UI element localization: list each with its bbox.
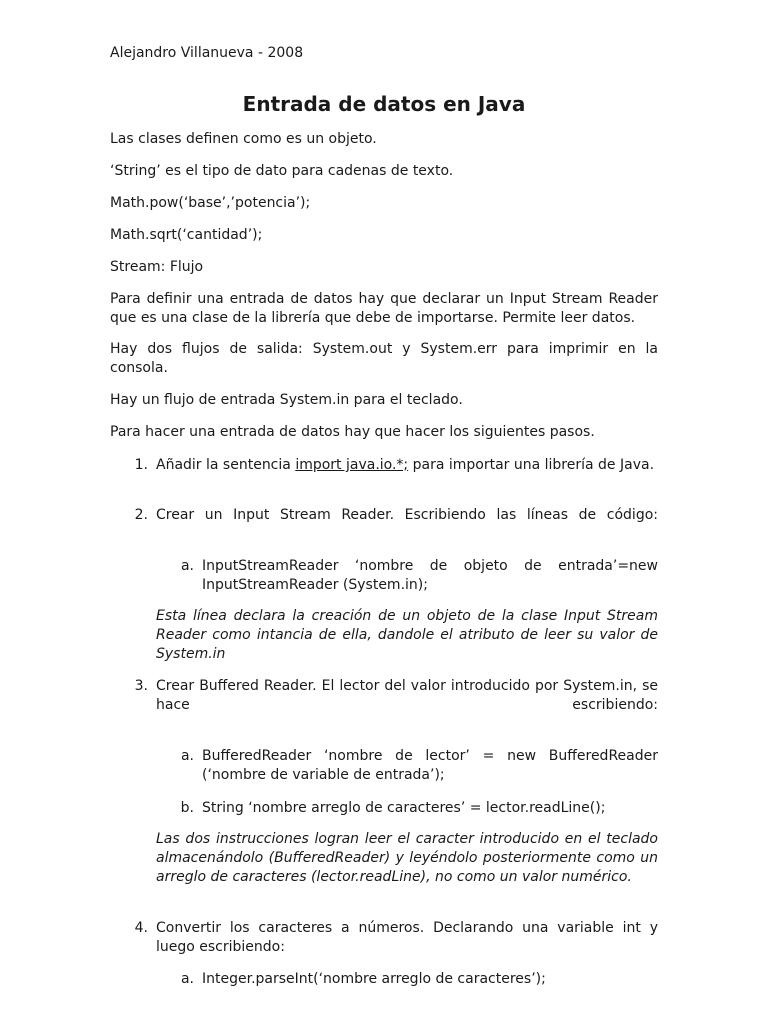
paragraph-4: Math.sqrt(‘cantidad’); <box>110 227 263 243</box>
step-1-number: 1. <box>134 457 148 473</box>
step-4-number: 4. <box>134 920 148 936</box>
paragraph-2: ‘String’ es el tipo de dato para cadenas de texto. <box>110 163 454 179</box>
step-1-text <box>156 456 658 475</box>
paragraph-8: Hay un flujo de entrada System.in para el teclado. <box>110 392 463 408</box>
step-4a-text: Integer.parseInt(‘nombre arreglo de caracteres’); <box>202 971 546 987</box>
paragraph-5: Stream: Flujo <box>110 259 204 275</box>
step-4-text: Convertir los caracteres a números. Declarando una variable int y luego escribiendo: <box>156 920 658 955</box>
step-2a-text: InputStreamReader ‘nombre de objeto de entrada’=new InputStreamReader (System.in); <box>202 558 658 593</box>
step-3a-number: a. <box>180 748 194 764</box>
step-1-text-after: para importar una librería de Java. <box>408 457 655 473</box>
step-2-text: Crear un Input Stream Reader. Escribiendo las líneas de código: <box>156 507 658 523</box>
paragraph-7: Hay dos flujos de salida: System.out y System.err para imprimir en la consola. <box>110 341 658 376</box>
step-2-number: 2. <box>134 507 148 523</box>
step-3b-number: b. <box>180 800 194 816</box>
step-3-text: Crear Buffered Reader. El lector del valor introducido por System.in, se hace escribiendo: <box>156 678 658 713</box>
paragraph-3: Math.pow(‘base’,’potencia’); <box>110 195 311 211</box>
paragraph-9: Para hacer una entrada de datos hay que hacer los siguientes pasos. <box>110 424 595 440</box>
step-2-note: Esta línea declara la creación de un objeto de la clase Input Stream Reader como intancia de ella, dandole el atributo de leer su valor de System.in <box>156 608 658 662</box>
document-title: Entrada de datos en Java <box>242 92 526 116</box>
step-4a-number: a. <box>180 971 194 987</box>
paragraph-1: Las clases definen como es un objeto. <box>110 131 377 147</box>
step-3-note: Las dos instrucciones logran leer el caracter introducido en el teclado almacenándolo (BufferedReader) y leyéndolo posteriormente como un arreglo de caracteres (lector.readLine), no como un valor numérico. <box>156 831 658 885</box>
step-3a-text: BufferedReader ‘nombre de lector’ = new BufferedReader (‘nombre de variable de entrada’); <box>202 748 658 783</box>
paragraph-6: Para definir una entrada de datos hay que declarar un Input Stream Reader que es una clase de la librería que debe de importarse. Permite leer datos. <box>110 291 658 326</box>
step-1-code: import java.io.*; <box>295 457 409 473</box>
step-3b-text: String ‘nombre arreglo de caracteres’ = lector.readLine(); <box>202 800 606 816</box>
step-3-number: 3. <box>134 678 148 694</box>
step-2a-number: a. <box>180 558 194 574</box>
author-header: Alejandro Villanueva - 2008 <box>110 45 304 61</box>
step-1-text-before: Añadir la sentencia <box>156 457 296 473</box>
